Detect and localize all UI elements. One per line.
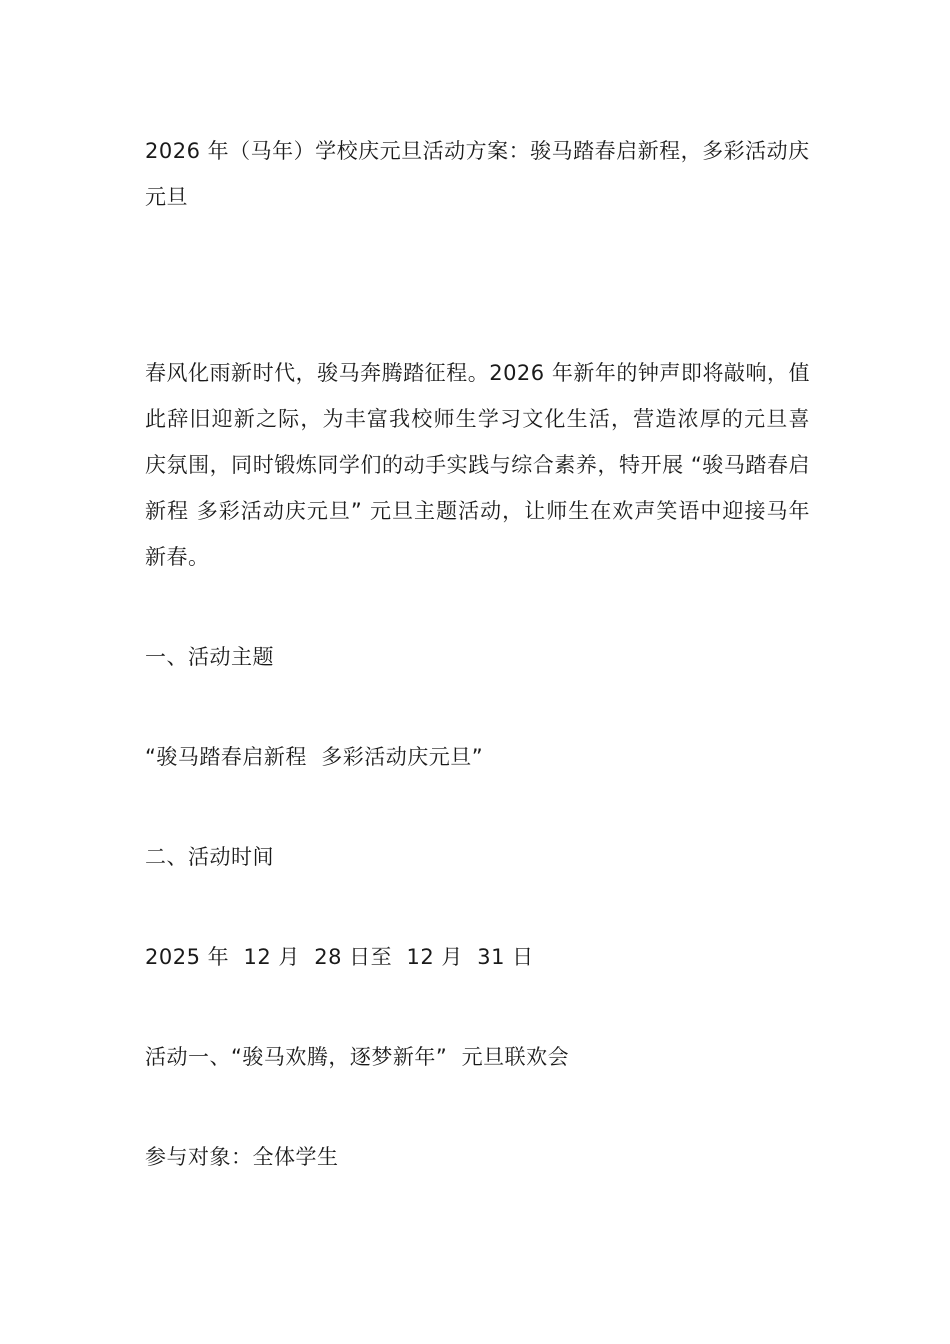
section1-heading: 一、活动主题 — [145, 645, 274, 669]
section1-body: “骏马踏春启新程 多彩活动庆元旦” — [145, 745, 484, 769]
document-page — [145, 128, 810, 1180]
spacer — [145, 680, 810, 734]
spacer — [145, 580, 810, 634]
spacer — [145, 980, 810, 1034]
intro-paragraph: 春风化雨新时代，骏马奔腾踏征程。2026 年新年的钟声即将敲响，值此辞旧迎新之际，为丰富我校师生学习文化生活，营造浓厚的元旦喜庆氛围，同时锻炼同学们的动手实践与综合素养，特开展 “骏马踏春启新程 多彩活动庆元旦” 元旦主题活动，让师生在欢声笑语中迎接马年新春。 — [145, 361, 810, 569]
spacer — [145, 780, 810, 834]
section2-heading: 二、活动时间 — [145, 845, 274, 869]
section2-body: 2025 年 12 月 28 日至 12 月 31 日 — [145, 945, 534, 969]
activity1-heading: 活动一、“骏马欢腾，逐梦新年” 元旦联欢会 — [145, 1045, 570, 1069]
activity1-participants: 参与对象：全体学生 — [145, 1145, 339, 1169]
spacer — [145, 1080, 810, 1134]
document-title: 2026 年（马年）学校庆元旦活动方案：骏马踏春启新程，多彩活动庆元旦 — [145, 139, 810, 209]
spacer — [145, 880, 810, 934]
